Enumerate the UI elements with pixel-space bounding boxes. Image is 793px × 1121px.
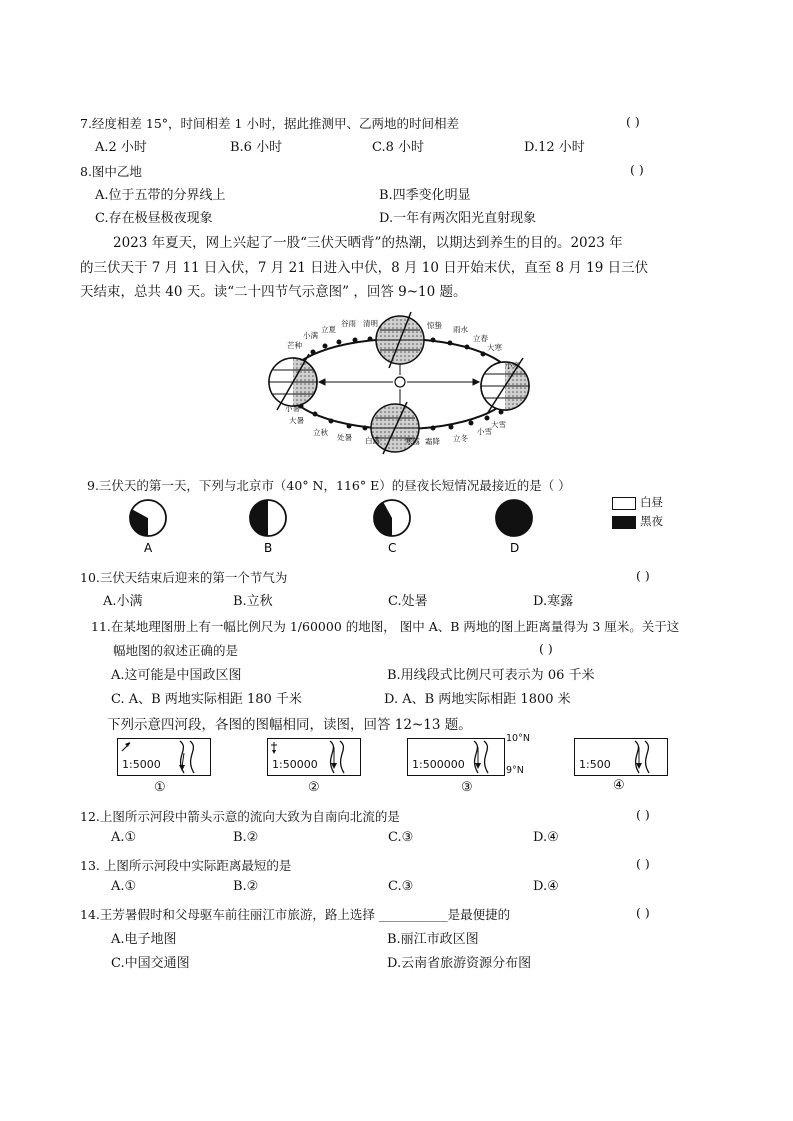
river-map-3 [407, 738, 505, 776]
solar-term-label: 大暑 [289, 416, 304, 425]
daynight-pie-A [130, 500, 166, 555]
q8-bracket: ( ) [630, 162, 644, 177]
q11-option-c: C. A、B 两地实际相距 180 千米 [111, 692, 302, 707]
q7-option-b: B.6 小时 [230, 140, 283, 155]
q13-bracket: ( ) [636, 856, 650, 871]
q11-bracket: ( ) [539, 641, 553, 656]
river-map-3-lat-bottom: 9°N [506, 765, 524, 776]
q14-stem: 14.王芳暑假时和父母驱车前往丽江市旅游，路上选择 ___________是最便捷的 [80, 907, 511, 922]
q13-option-c: C.③ [388, 879, 414, 894]
q8-option-c: C.存在极昼极夜现象 [95, 211, 213, 226]
q8-stem: 8.图中乙地 [80, 164, 142, 179]
intro-line-1: 2023 年夏天，网上兴起了一股“三伏天晒背”的热潮，以期达到养生的目的。2023 年 [113, 235, 623, 251]
north-arrow-icon [272, 750, 276, 754]
solar-term-label: 芒种 [287, 341, 302, 350]
q14-bracket: ( ) [636, 905, 650, 920]
solar-term-label: 大寒 [487, 343, 502, 352]
q11-option-a: A.这可能是中国政区图 [111, 668, 242, 683]
q10-stem: 10.三伏天结束后迎来的第一个节气为 [80, 570, 288, 585]
globe-top [376, 312, 424, 368]
q11-option-b: B.用线段式比例尺可表示为 06 千米 [387, 668, 595, 683]
q13-stem: 13. 上图所示河段中实际距离最短的是 [80, 858, 292, 873]
daynight-pie-label: A [144, 541, 153, 555]
q12-option-d: D.④ [533, 830, 559, 845]
solar-term-label: 清明 [363, 319, 378, 328]
river-map-3-num: ③ [461, 780, 473, 795]
solar-term-label: 立冬 [453, 434, 468, 443]
solar-term-label: 霜降 [425, 437, 440, 446]
q11-stem-line-2: 幅地图的叙述正确的是 [113, 643, 239, 658]
q7-option-c: C.8 小时 [372, 140, 425, 155]
river-map-1 [117, 738, 211, 776]
daynight-pie-label: C [388, 541, 397, 555]
intro-line-2: 的三伏天于 7 月 11 日入伏，7 月 21 日进入中伏，8 月 10 日开始末伏，直至 8 月 19 日三伏 [80, 260, 649, 276]
q7-stem: 7.经度相差 15°，时间相差 1 小时，据此推测甲、乙两地的时间相差 [80, 116, 459, 131]
q11-option-d: D. A、B 两地实际相距 1800 米 [384, 692, 571, 707]
q12-option-c: C.③ [388, 830, 414, 845]
q10-option-a: A.小满 [103, 594, 143, 609]
daynight-pie-label: B [264, 541, 273, 555]
q12-option-a: A.① [111, 830, 137, 845]
solar-term-label: 立秋 [313, 428, 328, 437]
river-map-3-lat-top: 10°N [506, 733, 530, 744]
q11-stem-line-1: 11.在某地理图册上有一幅比例尺为 1/60000 的地图， 图中 A、B 两地的图上距离量得为 3 厘米。关于这 [91, 619, 680, 634]
daynight-pie-D [496, 500, 532, 555]
q10-option-b: B.立秋 [233, 594, 273, 609]
q10-option-c: C.处暑 [388, 594, 428, 609]
legend-day-label: 白昼 [640, 495, 663, 509]
daynight-pie-B [250, 500, 286, 555]
legend-night-swatch [612, 516, 636, 529]
solar-term-label: 谷雨 [341, 319, 356, 328]
solar-term-label: 惊蛰 [427, 321, 442, 330]
river-map-1-scale: 1:5000 [122, 758, 161, 771]
intro-line-3: 天结束，总共 40 天。读“二十四节气示意图” ，回答 9~10 题。 [80, 284, 467, 300]
q14-option-c: C.中国交通图 [111, 956, 190, 971]
q10-bracket: ( ) [636, 568, 650, 583]
globe-bottom [371, 402, 419, 454]
q13-option-b: B.② [233, 879, 259, 894]
river-map-2-num: ② [308, 780, 320, 795]
solar-term-label: 小暑 [285, 404, 300, 413]
q7-option-a: A.2 小时 [95, 140, 147, 155]
solar-term-label: 立春 [473, 334, 488, 343]
river-map-1-num: ① [154, 780, 166, 795]
q14-option-a: A.电子地图 [111, 932, 177, 947]
north-arrow-icon [125, 742, 130, 747]
q8-option-b: B.四季变化明显 [379, 188, 471, 203]
q12-option-b: B.② [233, 830, 259, 845]
river-map-3-scale: 1:500000 [412, 758, 465, 771]
q10-option-d: D.寒露 [533, 594, 574, 609]
q13-option-a: A.① [111, 879, 137, 894]
daynight-pies [120, 494, 560, 556]
daynight-pie-label: D [510, 541, 520, 555]
river-intro: 下列示意四河段，各图的图幅相同，读图，回答 12~13 题。 [107, 717, 472, 733]
solar-term-label: 处暑 [337, 433, 352, 442]
q8-option-a: A.位于五带的分界线上 [95, 188, 226, 203]
q12-stem: 12.上图所示河段中箭头示意的流向大致为自南向北流的是 [80, 809, 400, 824]
river-map-4-num: ④ [613, 778, 625, 793]
river-map-4 [574, 738, 668, 776]
solar-term-label: 小寒 [505, 361, 520, 370]
solar-term-label: 白露 [365, 436, 380, 445]
globe-left [269, 354, 317, 410]
q7-option-d: D.12 小时 [524, 140, 585, 155]
q7-bracket: ( ) [626, 114, 640, 129]
solar-term-label: 小雪 [477, 427, 492, 436]
legend-night-label: 黑夜 [640, 514, 663, 528]
solar-term-label: 小满 [303, 331, 318, 340]
q12-bracket: ( ) [636, 807, 650, 822]
daynight-pie-C [374, 500, 410, 555]
q9-stem: 9.三伏天的第一天，下列与北京市（40° N，116° E）的昼夜长短情况最接近的是（ ） [87, 478, 571, 493]
solar-term-label: 大雪 [491, 420, 506, 429]
solar-term-label: 立夏 [321, 325, 336, 334]
legend-day-swatch [612, 497, 636, 510]
q13-option-d: D.④ [533, 879, 559, 894]
q8-option-d: D.一年有两次阳光直射现象 [379, 211, 537, 226]
river-map-4-scale: 1:500 [579, 758, 611, 771]
solar-terms-diagram [255, 310, 545, 455]
solar-term-label: 雨水 [453, 325, 468, 334]
river-map-2-scale: 1:50000 [272, 758, 318, 771]
q14-option-b: B.丽江市政区图 [387, 932, 479, 947]
q14-option-d: D.云南省旅游资源分布图 [387, 956, 532, 971]
solar-term-label: 寒露 [405, 437, 420, 446]
river-map-2 [267, 738, 361, 776]
